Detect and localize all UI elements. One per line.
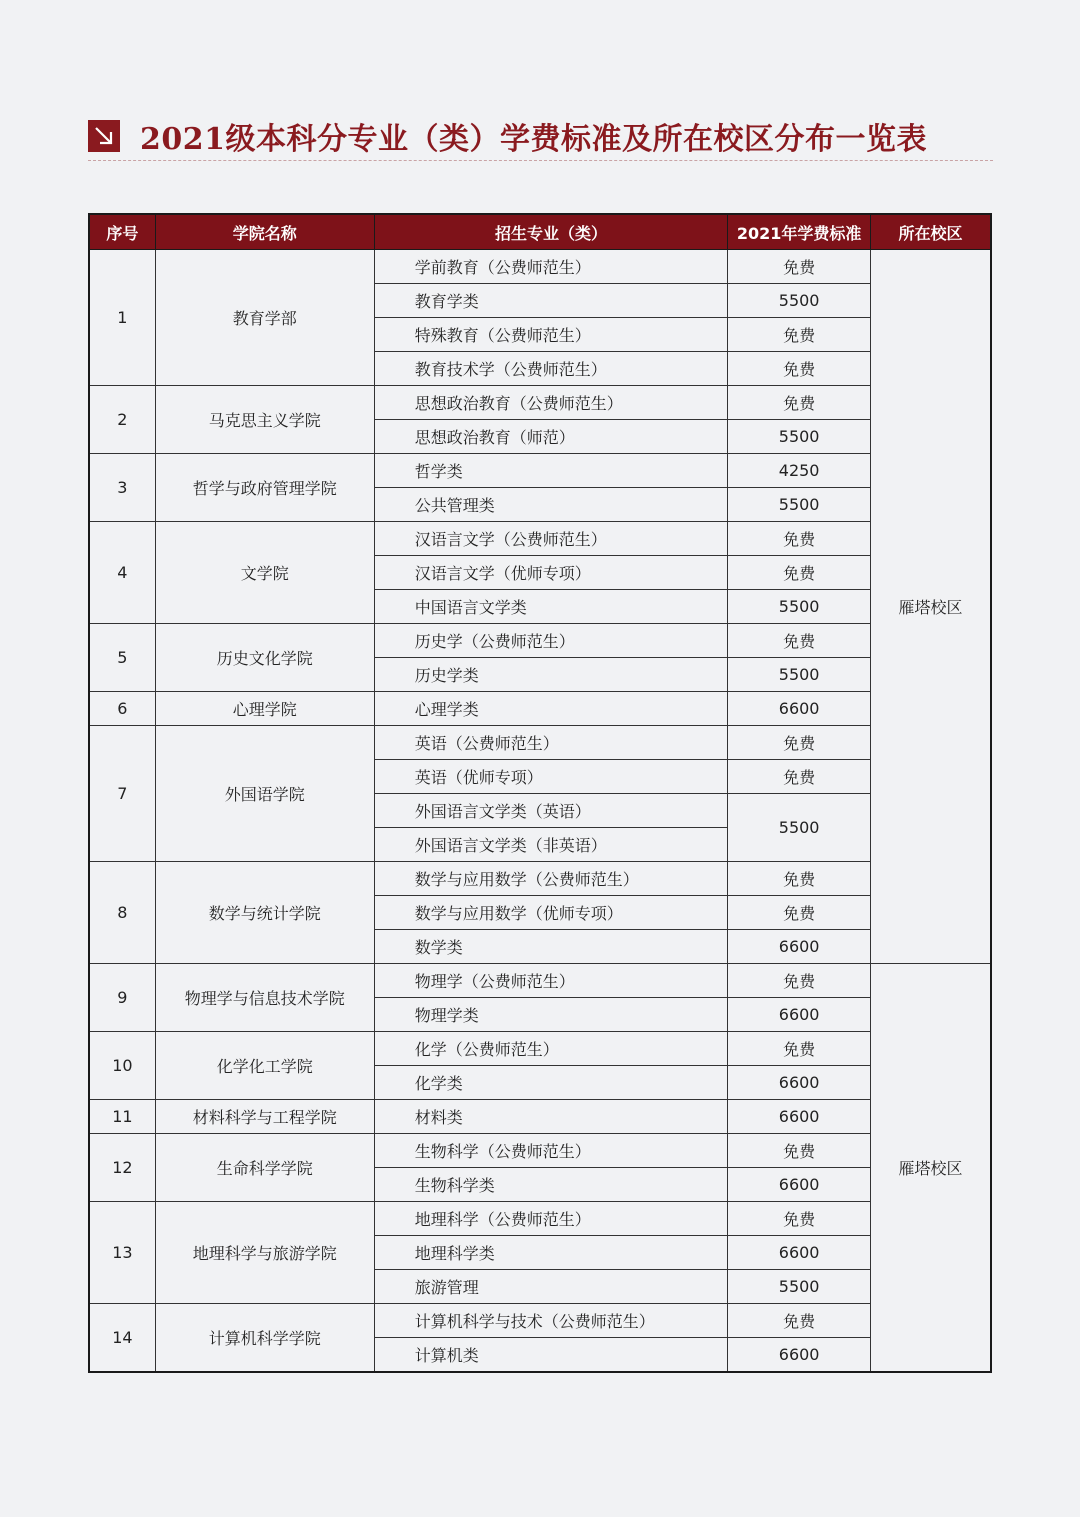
- college-name: 外国语学院: [155, 726, 374, 862]
- row-number: 4: [89, 522, 155, 624]
- fee-value: 免费: [728, 1032, 871, 1066]
- college-name: 心理学院: [155, 692, 374, 726]
- table-row: [89, 726, 991, 760]
- row-number: 9: [89, 964, 155, 1032]
- table-row: [89, 386, 991, 420]
- college-name: 哲学与政府管理学院: [155, 454, 374, 522]
- header-fee: 2021年学费标准: [728, 214, 871, 250]
- row-number: 10: [89, 1032, 155, 1100]
- fee-value: 5500: [728, 794, 871, 862]
- major-name: 数学与应用数学（公费师范生）: [374, 862, 728, 896]
- fee-value: 5500: [728, 658, 871, 692]
- major-name: 生物科学（公费师范生）: [374, 1134, 728, 1168]
- table-row: [89, 250, 991, 284]
- major-name: 外国语言文学类（英语）: [374, 794, 728, 828]
- row-number: 1: [89, 250, 155, 386]
- fee-value: 免费: [728, 352, 871, 386]
- major-name: 特殊教育（公费师范生）: [374, 318, 728, 352]
- fee-value: 免费: [728, 250, 871, 284]
- table-row: [89, 1304, 991, 1338]
- major-name: 地理科学（公费师范生）: [374, 1202, 728, 1236]
- major-name: 化学类: [374, 1066, 728, 1100]
- major-name: 教育技术学（公费师范生）: [374, 352, 728, 386]
- major-name: 英语（公费师范生）: [374, 726, 728, 760]
- fee-value: 免费: [728, 964, 871, 998]
- table-row: [89, 964, 991, 998]
- fee-value: 免费: [728, 522, 871, 556]
- fee-value: 6600: [728, 692, 871, 726]
- header-campus: 所在校区: [870, 214, 991, 250]
- major-name: 思想政治教育（师范）: [374, 420, 728, 454]
- fee-value: 免费: [728, 760, 871, 794]
- fee-value: 免费: [728, 318, 871, 352]
- row-number: 8: [89, 862, 155, 964]
- major-name: 化学（公费师范生）: [374, 1032, 728, 1066]
- row-number: 2: [89, 386, 155, 454]
- college-name: 历史文化学院: [155, 624, 374, 692]
- major-name: 汉语言文学（公费师范生）: [374, 522, 728, 556]
- table-body: [89, 250, 991, 1373]
- arrow-down-right-icon: [88, 120, 120, 152]
- title-divider: [88, 160, 993, 161]
- table-row: [89, 522, 991, 556]
- major-name: 公共管理类: [374, 488, 728, 522]
- fee-value: 5500: [728, 284, 871, 318]
- row-number: 6: [89, 692, 155, 726]
- row-number: 14: [89, 1304, 155, 1373]
- fee-value: 免费: [728, 624, 871, 658]
- fee-value: 免费: [728, 726, 871, 760]
- fee-value: 免费: [728, 1304, 871, 1338]
- fee-value: 6600: [728, 1066, 871, 1100]
- table-row: [89, 624, 991, 658]
- major-name: 物理学（公费师范生）: [374, 964, 728, 998]
- fee-value: 5500: [728, 590, 871, 624]
- major-name: 旅游管理: [374, 1270, 728, 1304]
- title-row: [88, 114, 993, 158]
- college-name: 生命科学学院: [155, 1134, 374, 1202]
- fee-table: [88, 213, 992, 1373]
- header-college: 学院名称: [155, 214, 374, 250]
- table-row: [89, 1100, 991, 1134]
- fee-value: 4250: [728, 454, 871, 488]
- fee-value: 免费: [728, 896, 871, 930]
- table-row: [89, 454, 991, 488]
- major-name: 哲学类: [374, 454, 728, 488]
- college-name: 马克思主义学院: [155, 386, 374, 454]
- page-title: 2021级本科分专业（类）学费标准及所在校区分布一览表: [140, 122, 927, 157]
- major-name: 历史学（公费师范生）: [374, 624, 728, 658]
- college-name: 物理学与信息技术学院: [155, 964, 374, 1032]
- fee-value: 6600: [728, 930, 871, 964]
- row-number: 13: [89, 1202, 155, 1304]
- fee-value: 6600: [728, 1168, 871, 1202]
- major-name: 数学与应用数学（优师专项）: [374, 896, 728, 930]
- major-name: 思想政治教育（公费师范生）: [374, 386, 728, 420]
- fee-value: 免费: [728, 556, 871, 590]
- fee-value: 免费: [728, 1134, 871, 1168]
- campus-name: 雁塔校区: [870, 250, 991, 964]
- table-row: [89, 1032, 991, 1066]
- fee-value: 免费: [728, 386, 871, 420]
- row-number: 12: [89, 1134, 155, 1202]
- major-name: 材料类: [374, 1100, 728, 1134]
- college-name: 计算机科学学院: [155, 1304, 374, 1373]
- major-name: 教育学类: [374, 284, 728, 318]
- table-row: [89, 1202, 991, 1236]
- campus-name: 雁塔校区: [870, 964, 991, 1373]
- college-name: 化学化工学院: [155, 1032, 374, 1100]
- major-name: 计算机科学与技术（公费师范生）: [374, 1304, 728, 1338]
- major-name: 数学类: [374, 930, 728, 964]
- table-row: [89, 1134, 991, 1168]
- table-header-row: [89, 214, 991, 250]
- major-name: 英语（优师专项）: [374, 760, 728, 794]
- major-name: 生物科学类: [374, 1168, 728, 1202]
- fee-value: 免费: [728, 862, 871, 896]
- fee-value: 5500: [728, 420, 871, 454]
- major-name: 计算机类: [374, 1338, 728, 1373]
- major-name: 外国语言文学类（非英语）: [374, 828, 728, 862]
- row-number: 3: [89, 454, 155, 522]
- major-name: 历史学类: [374, 658, 728, 692]
- fee-value: 6600: [728, 1338, 871, 1373]
- header-no: 序号: [89, 214, 155, 250]
- table-row: [89, 862, 991, 896]
- fee-value: 免费: [728, 1202, 871, 1236]
- table-row: [89, 692, 991, 726]
- fee-value: 6600: [728, 998, 871, 1032]
- row-number: 5: [89, 624, 155, 692]
- fee-value: 5500: [728, 488, 871, 522]
- major-name: 汉语言文学（优师专项）: [374, 556, 728, 590]
- major-name: 中国语言文学类: [374, 590, 728, 624]
- row-number: 7: [89, 726, 155, 862]
- fee-value: 6600: [728, 1236, 871, 1270]
- fee-value: 5500: [728, 1270, 871, 1304]
- row-number: 11: [89, 1100, 155, 1134]
- college-name: 地理科学与旅游学院: [155, 1202, 374, 1304]
- header-major: 招生专业（类）: [374, 214, 728, 250]
- college-name: 数学与统计学院: [155, 862, 374, 964]
- college-name: 教育学部: [155, 250, 374, 386]
- college-name: 文学院: [155, 522, 374, 624]
- college-name: 材料科学与工程学院: [155, 1100, 374, 1134]
- major-name: 物理学类: [374, 998, 728, 1032]
- major-name: 地理科学类: [374, 1236, 728, 1270]
- major-name: 心理学类: [374, 692, 728, 726]
- fee-value: 6600: [728, 1100, 871, 1134]
- major-name: 学前教育（公费师范生）: [374, 250, 728, 284]
